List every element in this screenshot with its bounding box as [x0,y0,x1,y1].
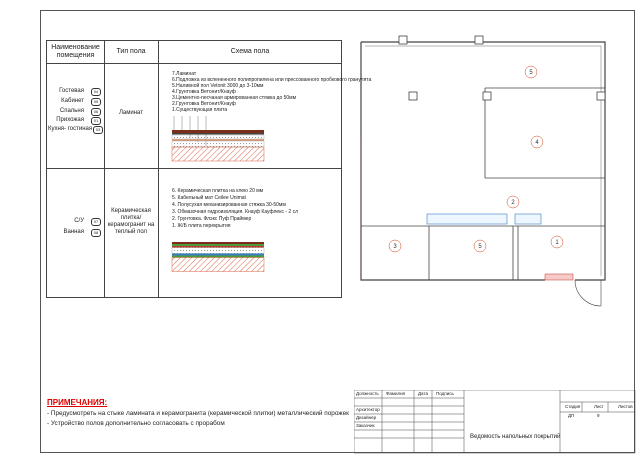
tile-floor-section [170,228,266,282]
layer-laminate [172,130,264,133]
stamp-stage-value: ДП [568,413,575,418]
table-header-divider [46,63,342,64]
plan-room-number: 5 [478,244,482,250]
room-code: 07 [91,218,101,226]
stamp-role: Архитектор [356,407,380,412]
room-name: Прихожая [56,117,84,123]
floor-type-tile: Керамическая плитка/ керамогранит на теплый пол [107,208,155,235]
layer-label: 5.Наливной пол Vetonit 3000 до 3-10мм [172,83,264,89]
room-code: 03 [93,126,103,134]
room-name: С/У [74,218,84,224]
stamp-header: Должность [356,391,379,396]
room-code: 01 [91,117,101,125]
layer-label: 2. Грунтовка. Флэкс Пуф Праймер [172,216,252,222]
stamp-stage-label: Стадия [565,404,581,409]
plan-room-number: 5 [529,70,533,76]
existing-slab-hatch [172,147,264,161]
stamp-sheet-value: 9 [597,413,600,418]
layer-label: 4.Грунтовка Ветонит/Кнауф [172,89,236,95]
room-code: 04 [91,88,101,96]
room-code: 06 [91,108,101,116]
room-name: Кабинет [61,98,84,104]
stamp-header: Дата [418,391,428,396]
table-col-divider [104,40,105,298]
title-block [354,390,636,454]
plan-room-number: 4 [535,140,539,146]
note-item: - Предусмотреть на стыке ламината и керамогранита (керамической плитки) металлический порожек [47,410,349,417]
layer-label: 1.Существующая плита [172,107,228,113]
layer-label: 7.Ламинат [172,71,197,77]
room-code: 05 [91,98,101,106]
col-header-room: Наименование помещения [51,44,100,59]
layer-tile-adhesive [172,244,264,246]
stamp-header: Фамилия [386,391,406,396]
room-name: Спальня [59,108,84,114]
laminate-floor-section [170,112,266,168]
bathtub [427,214,507,224]
stamp-role: Заказчик [356,423,375,428]
layer-label: 1. Ж/Б плита перекрытия [172,223,231,229]
plan-room-number: 1 [555,240,559,246]
room-name: Ванная [63,229,84,235]
layer-waterproofing [172,254,264,256]
col-header-type: Тип пола [116,48,146,55]
table-row-divider [46,168,342,169]
stamp-sheet-label: Лист [594,404,604,409]
stamp-role: Дизайнер [356,415,377,420]
layer-label: 3. Обмазочная гидроизоляция. Кнауф Кауфлекс - 2 сл [172,209,298,215]
notes-title: ПРИМЕЧАНИЯ: [47,398,108,407]
plan-room-number: 2 [511,200,515,206]
stamp-sheets-label: Листов [618,404,633,409]
floor-plan [355,28,620,308]
layer-label: 6.Подложка из вспененного полипропилена или прессованного пробкового гранулята [172,77,372,83]
stamp-header: Подпись [436,391,454,396]
room-name: Кухня- гостиная [48,126,93,132]
layer-label: 5. Кабельный мат Ceilee Unimat [172,195,246,201]
col-header-scheme: Схема пола [230,48,270,55]
layer-label: 2.Грунтовка Ветонит/Кнауф [172,101,236,107]
table-col-divider [158,40,159,298]
note-item: - Устройство полов дополнительно согласовать с прорабом [47,420,225,427]
plan-room-number: 3 [393,244,397,250]
layer-label: 4. Полусухая механизированная стяжка 30-50мм [172,202,286,208]
slab-hatch [172,258,264,272]
floor-type-laminate: Ламинат [118,110,144,116]
sheet-title: Ведомость напольных покрытий [470,434,561,440]
room-name: Гостевая [59,88,84,94]
room-code: 08 [91,229,101,237]
layer-label: 3.Цементно-песчаная армированная стяжка до 50мм [172,95,297,101]
layer-label: 6. Керамическая плитка на клею 20 мм [172,188,264,194]
